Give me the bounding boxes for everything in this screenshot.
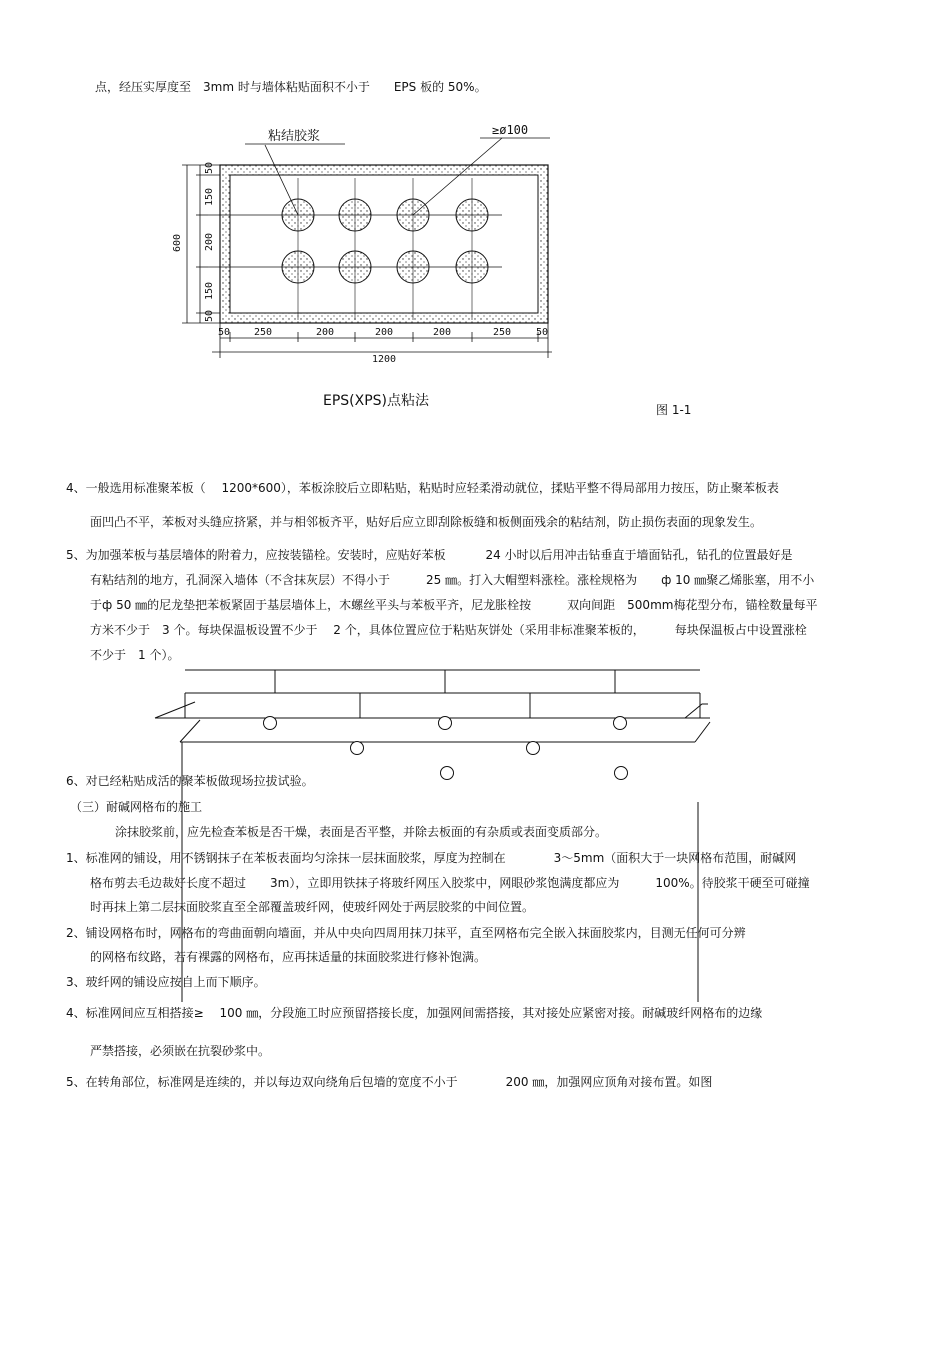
anchor-circle <box>439 717 452 730</box>
para5-line3: 于ф 50 ㎜的尼龙垫把苯板紧固于基层墙体上，木螺丝平头与苯板平齐，尼龙胀栓按 双向间距 500mm梅花型分布，锚栓数量每平 <box>90 598 818 612</box>
s3-para4-line1: 4、标准网间应互相搭接≥ 100 ㎜，分段施工时应预留搭接长度，加强网间需搭接，其对接处应紧密对接。耐碱玻纤网格布的边缘 <box>66 1006 763 1020</box>
board-inner <box>230 175 538 313</box>
para4-line1: 4、一般选用标准聚苯板（ 1200*600），苯板涂胶后立即粘贴，粘贴时应轻柔滑动就位，揉贴平整不得局部用力按压，防止聚苯板表 <box>66 481 779 495</box>
label-diameter: ≥ø100 <box>492 123 529 137</box>
dim-h-1: 50 <box>218 327 231 338</box>
s3-para4-line2: 严禁搭接，必须嵌在抗裂砂浆中。 <box>90 1044 271 1058</box>
dim-v-4: 150 <box>204 281 215 300</box>
anchor-circle <box>351 742 364 755</box>
anchor-points <box>264 717 628 780</box>
dim-h-2: 250 <box>254 327 273 338</box>
section3-intro: 涂抹胶浆前，应先检查苯板是否干燥，表面是否平整，并除去板面的有杂质或表面变质部分。 <box>115 825 608 839</box>
dim-v-3: 200 <box>204 232 215 251</box>
dim-h-7: 50 <box>536 327 549 338</box>
glue-dot <box>339 251 371 283</box>
dim-h-4: 200 <box>375 327 394 338</box>
s3-para1-line2: 格布剪去毛边裁好长度不超过 3m），立即用铁抹子将玻纤网压入胶浆中，网眼砂浆饱满度都应为 100%。待胶浆干硬至可碰撞 <box>90 876 810 890</box>
s3-para5: 5、在转角部位，标准网是连续的，并以每边双向绕角后包墙的宽度不小于 200 ㎜，加强网应顶角对接布置。如图 <box>66 1075 713 1089</box>
para5-line2: 有粘结剂的地方，孔洞深入墙体（不含抹灰层）不得小于 25 ㎜。打入大帽塑料涨栓。涨栓规格为 ф 10 ㎜聚乙烯胀塞，用不小 <box>90 573 815 587</box>
glue-dot <box>397 251 429 283</box>
dim-v-5: 50 <box>204 309 215 322</box>
s3-para1-line3: 时再抹上第二层抹面胶浆直至全部覆盖玻纤网，使玻纤网处于两层胶浆的中间位置。 <box>90 900 535 914</box>
dim-h-6: 250 <box>493 327 512 338</box>
dim-h-total: 1200 <box>372 354 397 365</box>
label-glue: 粘结胶浆 <box>268 129 321 144</box>
s3-para2-line1: 2、铺设网格布时，网格布的弯曲面朝向墙面，并从中央向四周用抹刀抹平，直至网格布完全嵌入抹面胶浆内，目测无任何可分辨 <box>66 926 746 940</box>
glue-dot <box>339 199 371 231</box>
figure-caption: 图 1-1 <box>656 403 692 417</box>
glue-dot <box>282 251 314 283</box>
para5-line1: 5、为加强苯板与基层墙体的附着力，应按装锚栓。安装时，应贴好苯板 24 小时以后用冲击钻垂直于墙面钻孔，钻孔的位置最好是 <box>66 548 793 562</box>
anchor-circle <box>615 767 628 780</box>
s3-para3: 3、玻纤网的铺设应按自上而下顺序。 <box>66 975 266 989</box>
dim-v-1: 50 <box>204 161 215 174</box>
s3-para1-line1: 1、标准网的铺设，用不锈钢抹子在苯板表面均匀涂抹一层抹面胶浆，厚度为控制在 3～5mm（面积大于一块网格布范围，耐碱网 <box>66 851 797 865</box>
intro-line: 点，经压实厚度至 3mm 时与墙体粘贴面积不小于 EPS 板的 50%。 <box>95 80 487 94</box>
dim-h-3: 200 <box>316 327 335 338</box>
para5-line4: 方米不少于 3 个。每块保温板设置不少于 2 个，具体位置应位于粘贴灰饼处（采用非标准聚苯板的， 每块保温板占中设置涨栓 <box>90 623 807 637</box>
dim-v-total: 600 <box>172 233 183 252</box>
anchor-circle <box>614 717 627 730</box>
dim-h-5: 200 <box>433 327 452 338</box>
glue-dot <box>456 199 488 231</box>
anchor-circle <box>441 767 454 780</box>
anchor-circle <box>527 742 540 755</box>
glue-dot <box>456 251 488 283</box>
anchor-circle <box>264 717 277 730</box>
figure-title: EPS(XPS)点粘法 <box>323 393 430 409</box>
para6: 6、对已经粘贴成活的聚苯板做现场拉拔试验。 <box>66 774 314 788</box>
eps-point-bond-diagram <box>150 120 570 420</box>
para5-line5: 不少于 1 个）。 <box>90 648 180 662</box>
section3-title: （三）耐碱网格布的施工 <box>70 800 203 814</box>
dim-v-2: 150 <box>204 187 215 206</box>
s3-para2-line2: 的网格布纹路，若有裸露的网格布，应再抹适量的抹面胶浆进行修补饱满。 <box>90 950 487 964</box>
para4-line2: 面凹凸不平，苯板对头缝应挤紧，并与相邻板齐平，贴好后应立即刮除板缝和板侧面残余的粘结剂，防止损伤表面的现象发生。 <box>90 515 763 529</box>
